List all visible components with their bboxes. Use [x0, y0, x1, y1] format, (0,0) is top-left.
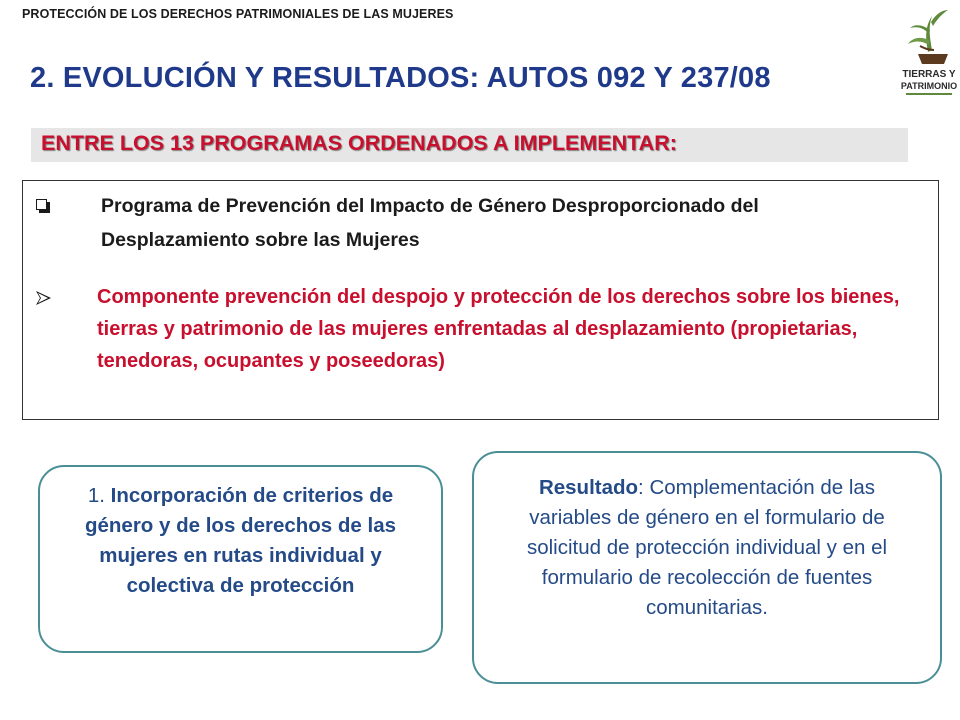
- program-title: Programa de Prevención del Impacto de Género Desproporcionado del Desplazamiento sobre las Mujeres: [101, 195, 759, 251]
- plant-icon: [908, 10, 948, 64]
- criteria-number: 1.: [87, 484, 111, 507]
- header-label: PROTECCIÓN DE LOS DERECHOS PATRIMONIALES DE LAS MUJERES: [22, 7, 454, 21]
- subtitle: ENTRE LOS 13 PROGRAMAS ORDENADOS A IMPLEMENTAR:: [41, 131, 677, 155]
- checkbox-square-bullet-icon: [36, 199, 49, 212]
- arrow-bullet-icon: [35, 290, 53, 306]
- logo-text-line2: PATRIMONIO: [900, 81, 958, 91]
- logo-text-line1: TIERRAS Y: [902, 69, 956, 80]
- result-card: [472, 451, 942, 684]
- subtitle-band: [31, 128, 908, 162]
- program-component-text: Componente prevención del despojo y protección de los derechos sobre los bienes, tierras y patrimonio de las mujeres enfrentadas al desplazamiento (propietarias, tenedoras, ocupantes y poseedoras): [97, 286, 900, 372]
- logo-underline: [906, 93, 952, 95]
- slide-title: 2. EVOLUCIÓN Y RESULTADOS: AUTOS 092 Y 237/08: [30, 62, 771, 94]
- result-text: : Complementación de las variables de género en el formulario de solicitud de protección individual y en el formulario de recolección de fuentes comunitarias.: [526, 476, 888, 619]
- criteria-card: [38, 465, 443, 653]
- program-box: [22, 180, 939, 420]
- result-label: Resultado: [538, 476, 639, 499]
- criteria-text: Incorporación de criterios de género y de los derechos de las mujeres en rutas individual y colectiva de protección: [84, 484, 397, 597]
- tierras-y-patrimonio-logo: [898, 0, 960, 112]
